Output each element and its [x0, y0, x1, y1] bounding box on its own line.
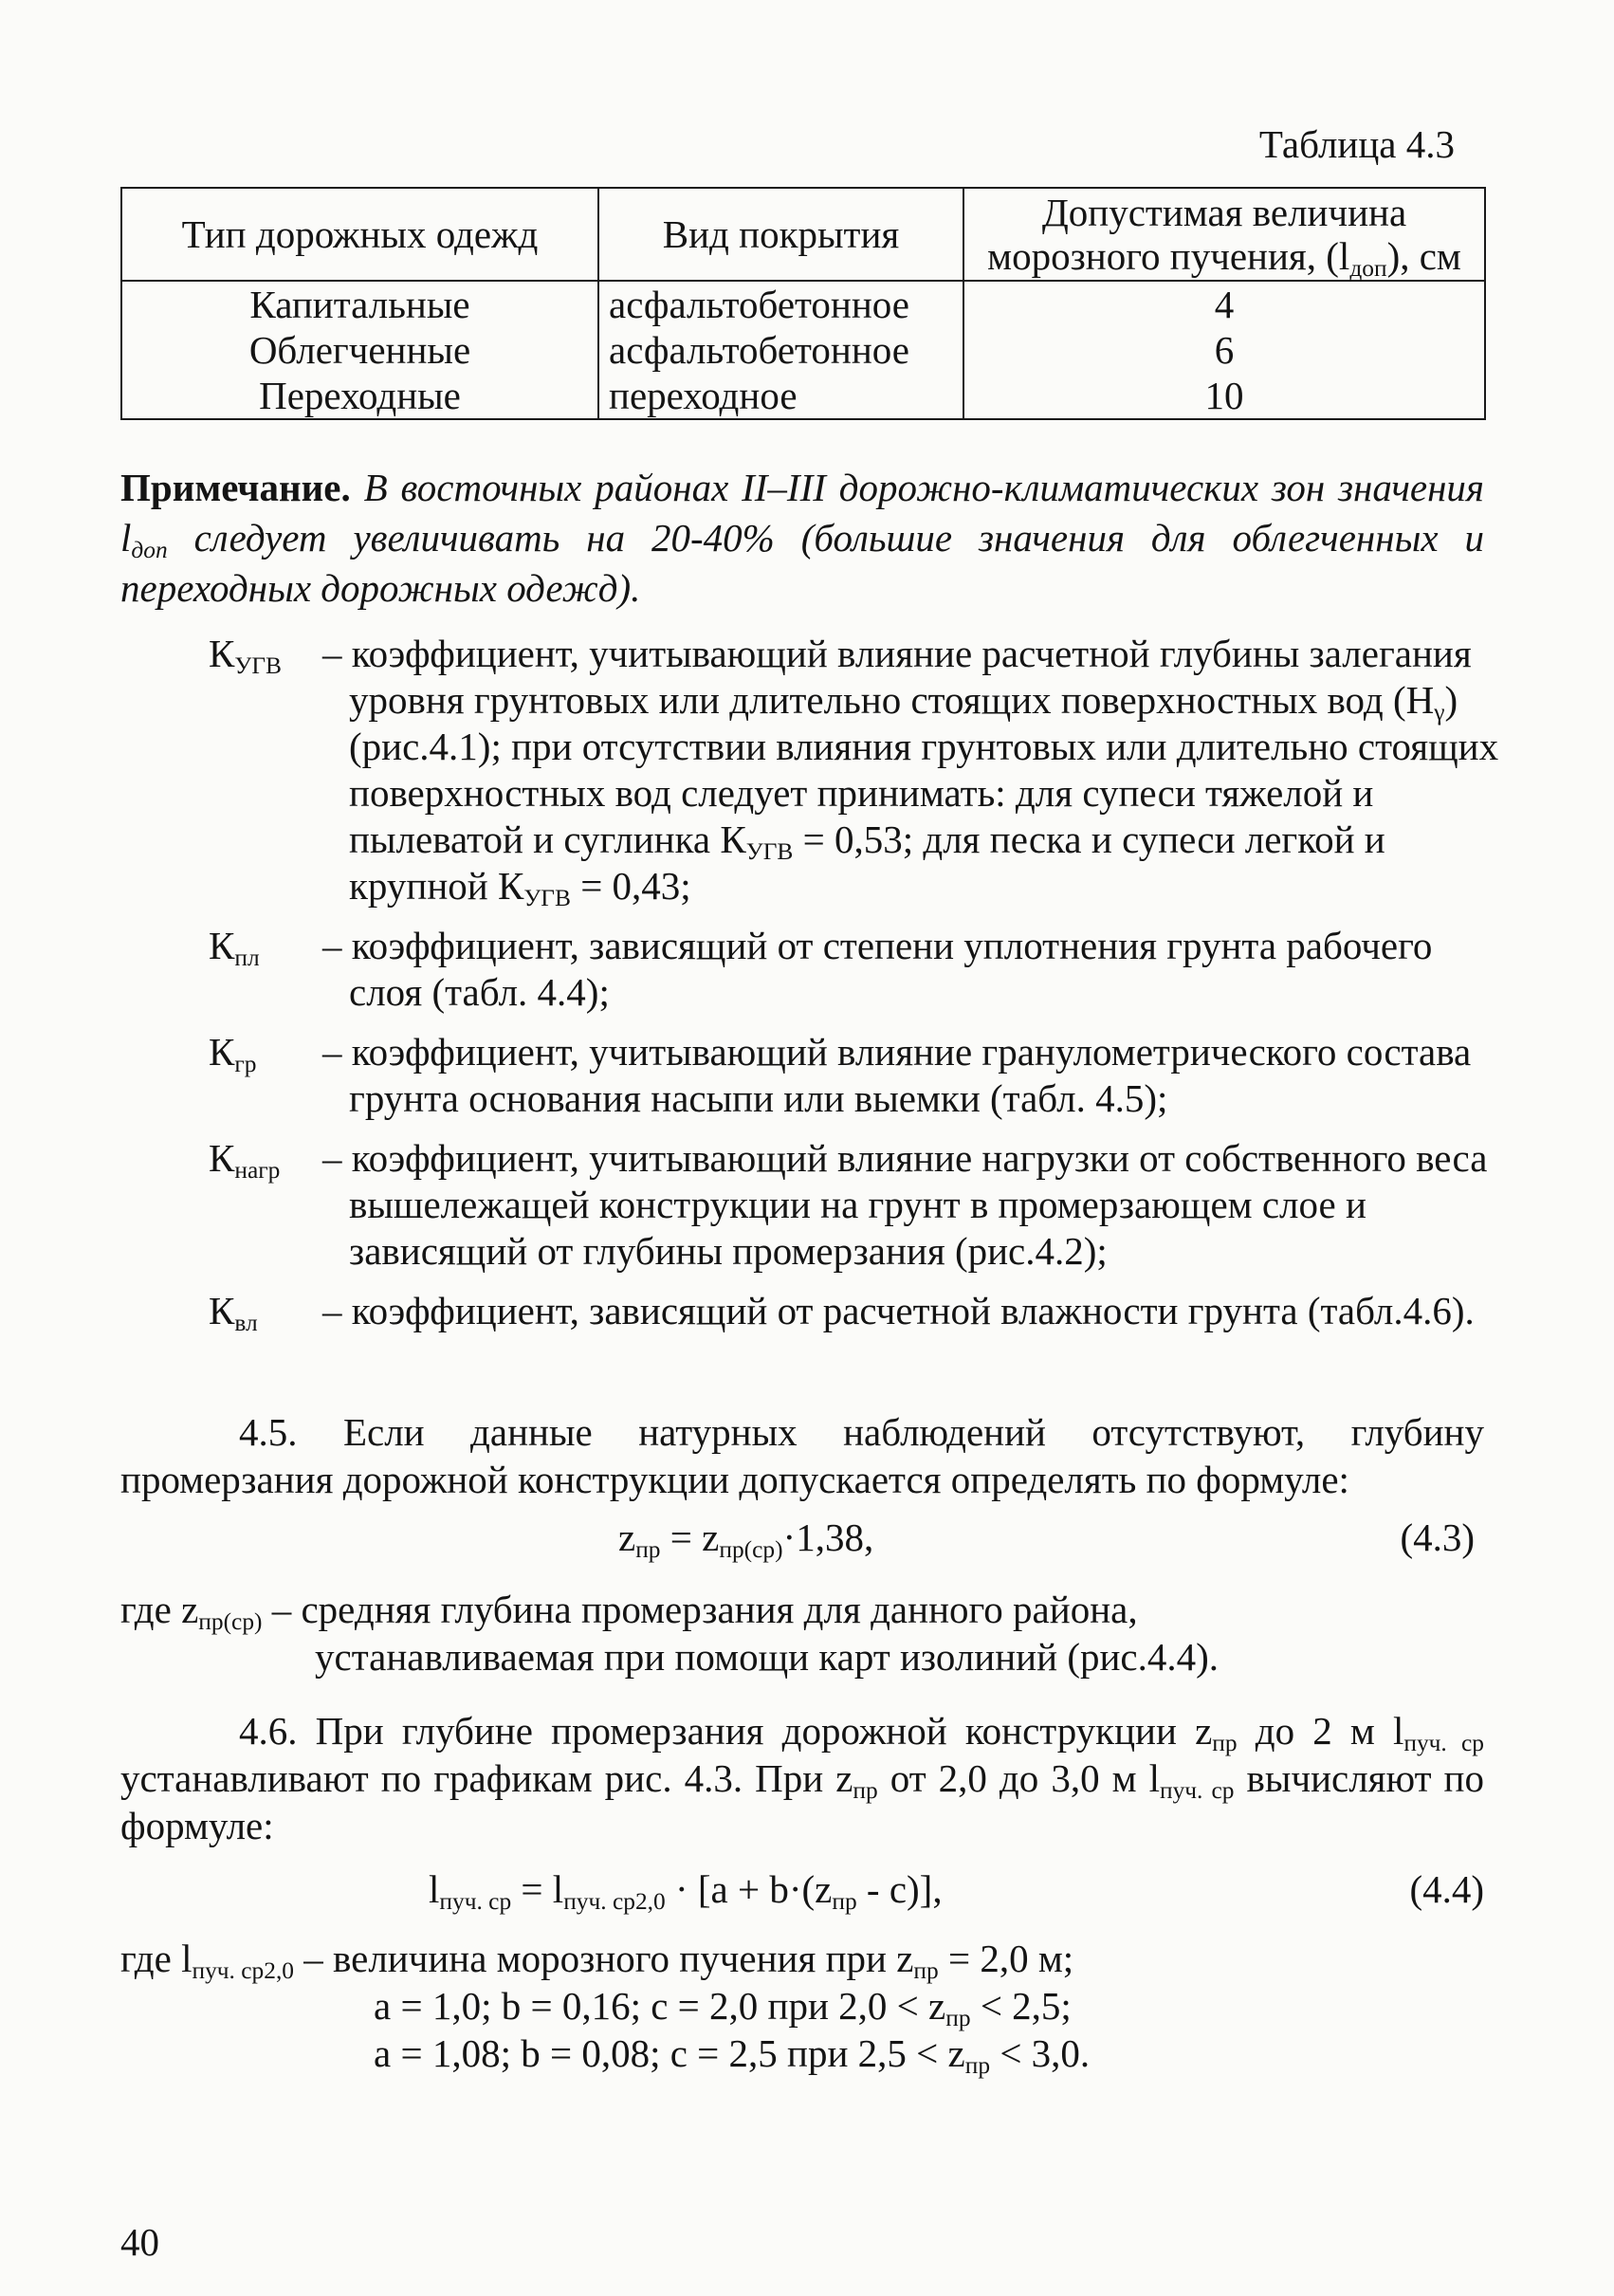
formula-4-4-where: где $l_{пуч. ср2,0}$ – величина морозного пучения при $z_{пр} = 2,0$ м; a = 1,0; b = 0,16; c = 2,0 при $2,0 < z_{пр} < 2,5$; a = 1,08; b = 0,08; c = 2,5 при $2,5 < z_{пр} < 3,0$. — [120, 1935, 1484, 2077]
coefficients-line-1: a = 1,0; b = 0,16; c = 2,0 при $2,0 < z_{пр} < 2,5$; — [374, 1984, 1072, 2032]
formula-number: (4.4) — [1409, 1867, 1484, 1911]
definition-text: – коэффициент, зависящий от расчетной влажности грунта (табл.4.6). — [322, 1289, 1475, 1332]
table-cell: 6 — [963, 327, 1485, 373]
table-caption: Таблица 4.3 — [1258, 122, 1455, 166]
table-row — [121, 373, 1485, 419]
table-cell: Переходные — [121, 373, 598, 419]
definition-kugv — [209, 631, 1508, 912]
formula-4-4 — [120, 1866, 1484, 1914]
definition-text: – коэффициент, учитывающий влияние гранулометрического состава грунта основания насыпи или выемки (табл. 4.5); — [322, 1030, 1472, 1120]
paragraph-4-5: 4.5. Если данные натурных наблюдений отсутствуют, глубину промерзания дорожной конструкции допускается определять по формуле: — [120, 1410, 1484, 1501]
table-cell: Облегченные — [121, 327, 598, 373]
definition-symbol: $К_{УГВ}$ — [209, 632, 282, 680]
definition-knagr — [209, 1135, 1508, 1275]
coefficients-line-2: a = 1,08; b = 0,08; c = 2,5 при $2,5 < z_{пр} < 3,0$. — [374, 2031, 1091, 2080]
table-cell: Капитальные — [121, 281, 598, 327]
page-number: 40 — [120, 2220, 159, 2264]
formula-4-3-where: где $z_{пр(ср)}$ – средняя глубина промерзания для данного района, устанавливаемая при помощи карт изолиний (рис.4.4). — [120, 1588, 1220, 1679]
definition-text: – коэффициент, зависящий от степени уплотнения грунта рабочего слоя (табл. 4.4); — [322, 924, 1433, 1014]
paragraph-4-6: 4.6. При глубине промерзания дорожной конструкции $z_{пр}$ до 2 м $l_{пуч. ср}$ устанавливают по графикам рис. 4.3. При $z_{пр}$ от 2,0 до 3,0 м $l_{пуч. ср}$ вычисляют по формуле: — [120, 1709, 1485, 1847]
formula-expression: $z_{пр} = z_{пр(ср)}\cdot 1,38$, — [618, 1515, 874, 1564]
table-header-row — [121, 188, 1485, 281]
header-cell-surface: Вид покрытия — [598, 188, 963, 281]
header-cell-type: Тип дорожных одежд — [121, 188, 598, 281]
definition-symbol: $К_{нагр}$ — [209, 1136, 281, 1185]
table-cell: асфальтобетонное — [598, 281, 963, 327]
formula-expression: $l_{пуч. ср} = l_{пуч. ср2,0} \cdot [a + b\cdot(z_{пр} - c)]$, — [429, 1867, 943, 1916]
definition-symbol: $К_{пл}$ — [209, 924, 260, 972]
table-4-3 — [120, 187, 1486, 420]
definition-kpl — [209, 923, 1508, 1016]
formula-number: (4.3) — [1400, 1515, 1475, 1559]
definition-kgr — [209, 1029, 1508, 1122]
table-row — [121, 327, 1485, 373]
table-note: Примечание. В восточных районах II–III дорожно-климатических зон значения $l_{доп}$ следует увеличивать на 20-40% (большие значения для облегченных и переходных дорожных одежд). — [120, 466, 1484, 610]
note-label: Примечание. — [120, 466, 351, 509]
table-cell: асфальтобетонное — [598, 327, 963, 373]
definition-symbol: $К_{гр}$ — [209, 1030, 257, 1078]
coefficient-definitions — [209, 631, 1508, 1348]
definition-symbol: $К_{вл}$ — [209, 1289, 258, 1337]
formula-4-3 — [120, 1515, 1484, 1562]
table-cell: 4 — [963, 281, 1485, 327]
table-cell: 10 — [963, 373, 1485, 419]
header-cell-limit: Допустимая величина морозного пучения, $(l_{доп})$, см — [963, 188, 1485, 281]
table-row — [121, 281, 1485, 327]
definition-kvl — [209, 1288, 1508, 1337]
table-cell: переходное — [598, 373, 963, 419]
definition-text: – коэффициент, учитывающий влияние расчетной глубины залегания уровня грунтовых или длительно стоящих поверхностных вод $(Н_\gamma)$ (рис.4.1); при отсутствии влияния грунтовых или длительно стоящих поверхностных вод следует принимать: для супеси тяжелой и пылеватой и суглинка $К_{УГВ} = 0,53$; для песка и супеси легкой и крупной $К_{УГВ} = 0,43$; — [322, 632, 1499, 912]
definition-text: – коэффициент, учитывающий влияние нагрузки от собственного веса вышележащей конструкции на грунт в промерзающем слое и зависящий от глубины промерзания (рис.4.2); — [322, 1136, 1488, 1273]
